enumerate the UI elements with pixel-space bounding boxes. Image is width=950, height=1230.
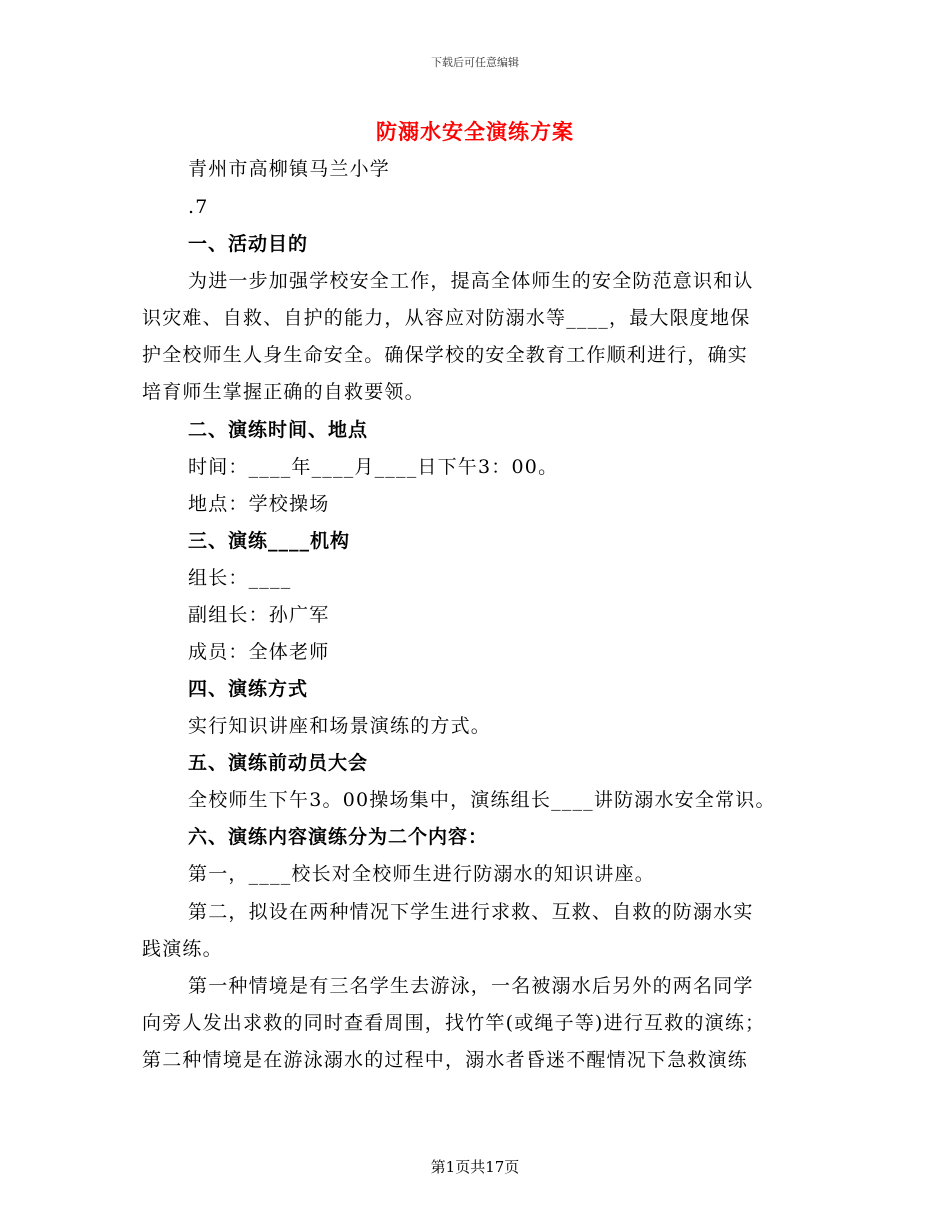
section-1-paragraph-line: 识灾难、自救、自护的能力，从容应对防溺水等____，最大限度地保 [142, 307, 751, 329]
section-1-paragraph-line: 培育师生掌握正确的自救要领。 [142, 381, 425, 403]
section-1-paragraph-line: 为进一步加强学校安全工作，提高全体师生的安全防范意识和认 [188, 270, 754, 292]
document-title: 防溺水安全演练方案 [376, 120, 574, 144]
section-1-paragraph-line: 护全校师生人身生命安全。确保学校的安全教育工作顺利进行，确实 [142, 344, 749, 366]
drill-time: 时间：____年____月____日下午3：00。 [188, 456, 559, 478]
section-1-heading: 一、活动目的 [188, 233, 309, 255]
scenario-line: 第一种情境是有三名学生去游泳，一名被溺水后另外的两名同学 [188, 975, 754, 997]
scenario-line: 第二种情境是在游泳溺水的过程中，溺水者昏迷不醒情况下急救演练 [142, 1049, 749, 1071]
page-number-footer: 第1页共17页 [430, 1158, 520, 1176]
document-date: .7 [188, 196, 209, 218]
drill-place: 地点：学校操场 [188, 493, 330, 515]
section-3-heading: 三、演练____机构 [188, 530, 351, 552]
section-6-heading: 六、演练内容演练分为二个内容： [188, 826, 489, 848]
header-note: 下载后可任意编辑 [431, 56, 519, 69]
mobilization-text: 全校师生下午3。00操场集中，演练组长____讲防溺水安全常识。 [188, 789, 776, 811]
section-2-heading: 二、演练时间、地点 [188, 419, 369, 441]
school-name: 青州市高柳镇马兰小学 [188, 158, 391, 180]
content-first: 第一，____校长对全校师生进行防溺水的知识讲座。 [188, 863, 656, 885]
team-leader: 组长：____ [188, 567, 292, 589]
drill-method: 实行知识讲座和场景演练的方式。 [188, 715, 492, 737]
team-members: 成员：全体老师 [188, 641, 330, 663]
content-second-line: 践演练。 [142, 938, 223, 960]
section-5-heading: 五、演练前动员大会 [188, 752, 369, 774]
scenario-line: 向旁人发出求救的同时查看周围，找竹竿(或绳子等)进行互救的演练； [142, 1012, 766, 1034]
section-4-heading: 四、演练方式 [188, 678, 309, 700]
team-deputy: 副组长：孙广军 [188, 604, 330, 626]
content-second-line: 第二，拟设在两种情况下学生进行求救、互救、自救的防溺水实 [188, 901, 754, 923]
